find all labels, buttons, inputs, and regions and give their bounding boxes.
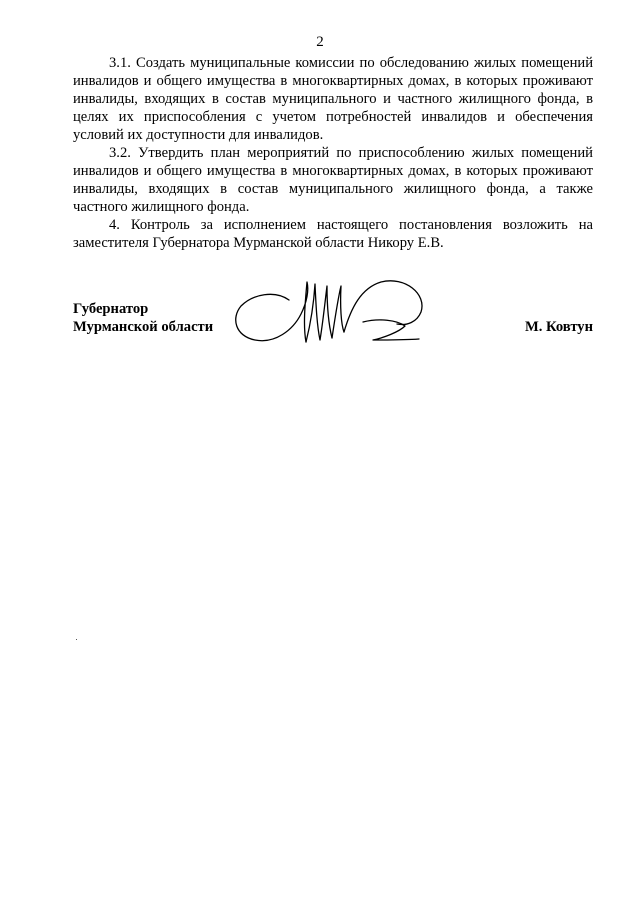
signatory-title-line2: Мурманской области: [73, 319, 214, 335]
signatory-title: [73, 300, 213, 336]
signature-block: [73, 300, 593, 380]
paragraph-3-2: 3.2. Утвердить план мероприятий по приспособлению жилых помещений инвалидов и общего имущества в многоквартирных домах, в которых проживают инвалиды, входящих в состав муниципального жилищного фонда, а также частного жилищного фонда.: [73, 145, 593, 215]
handwritten-signature: [231, 274, 431, 359]
paragraph-3-1: 3.1. Создать муниципальные комиссии по обследованию жилых помещений инвалидов и общего имущества в многоквартирных домах, в которых проживают инвалиды, входящих в состав муниципального и частного жилищного фонда, в целях их приспособления с учетом потребностей инвалидов и обеспечения условий их доступности для инвалидов.: [73, 55, 593, 143]
document-body: [73, 54, 593, 252]
scan-artifact-dot: [76, 639, 77, 640]
paragraph-4: 4. Контроль за исполнением настоящего постановления возложить на заместителя Губернатора Мурманской области Никору Е.В.: [73, 217, 593, 251]
signatory-title-line1: Губернатор: [73, 301, 149, 317]
signatory-name: М. Ковтун: [524, 319, 593, 335]
page-number: 2: [316, 34, 324, 50]
